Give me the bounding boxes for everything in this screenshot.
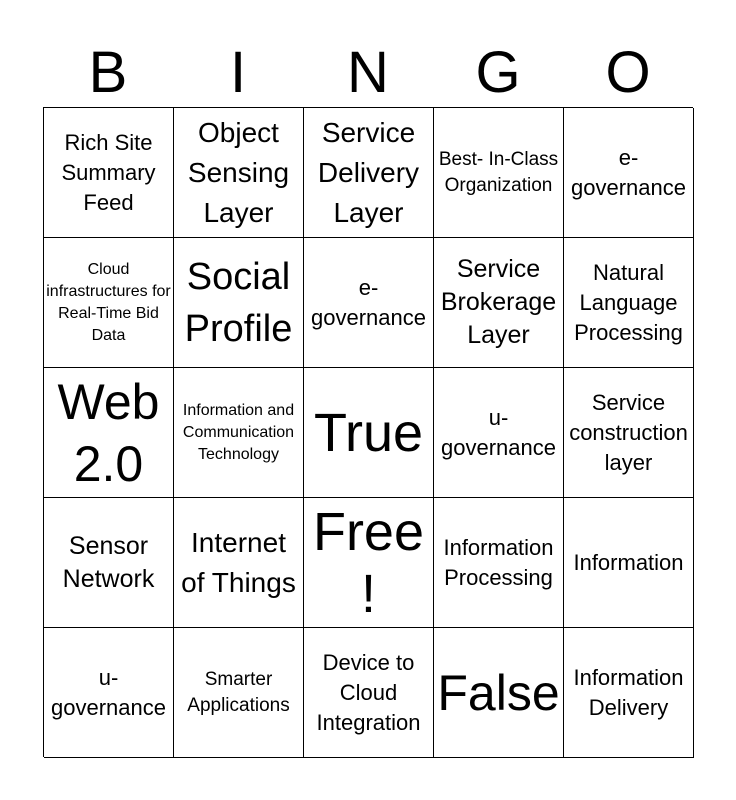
bingo-cell[interactable] [174,628,304,758]
cell-text: Web 2.0 [57,373,160,492]
bingo-cell[interactable] [304,108,434,238]
bingo-cell[interactable] [434,368,564,498]
bingo-cell[interactable] [434,628,564,758]
bingo-cell[interactable] [434,498,564,628]
cell-text: Service Delivery Layer [317,116,420,228]
cell-text: Internet of Things [181,526,296,598]
bingo-cell[interactable] [434,238,564,368]
free-space-text: Free! [312,501,425,624]
bingo-cell[interactable] [44,498,174,628]
bingo-cell[interactable] [44,108,174,238]
header-letter-b: B [88,40,128,105]
bingo-cell[interactable] [564,238,694,368]
bingo-cell[interactable] [44,628,174,758]
bingo-cell[interactable] [564,368,694,498]
header-letter-o: O [605,40,651,105]
bingo-cell[interactable] [304,368,434,498]
header-letter-g: G [475,40,521,105]
bingo-cell[interactable] [44,238,174,368]
cell-text: Smarter Applications [187,668,290,716]
bingo-cell[interactable] [564,498,694,628]
bingo-cell[interactable] [174,238,304,368]
cell-text: Cloud infrastructures for Real-Time Bid Data [46,260,171,344]
cell-text: Service construction layer [569,389,688,475]
bingo-cell[interactable] [564,628,694,758]
cell-text: Object Sensing Layer [187,116,290,228]
cell-text: Natural Language Processing [574,259,683,345]
cell-text: False [437,664,560,721]
cell-text: e-governance [571,144,686,200]
bingo-cell[interactable] [44,368,174,498]
bingo-card-grid [43,107,693,757]
bingo-cell[interactable] [304,238,434,368]
cell-text: True [313,402,424,463]
cell-text: u-governance [51,664,166,720]
cell-text: Information [573,549,684,575]
bingo-cell[interactable] [434,108,564,238]
cell-text: Best- In-Class Organization [438,148,559,196]
cell-text: Social Profile [184,255,293,350]
cell-text: Information Delivery [573,664,684,720]
bingo-cell[interactable] [174,498,304,628]
bingo-cell[interactable] [304,628,434,758]
cell-text: Information Processing [443,534,554,590]
free-space-cell[interactable] [304,498,434,628]
bingo-header [43,38,693,108]
cell-text: Information and Communication Technology [182,401,295,463]
bingo-cell[interactable] [174,108,304,238]
cell-text: Service Brokerage Layer [440,255,557,349]
bingo-cell[interactable] [174,368,304,498]
header-letter-n: N [347,40,389,105]
bingo-cell[interactable] [564,108,694,238]
cell-text: Device to Cloud Integration [316,649,421,735]
cell-text: e-governance [311,274,426,330]
cell-text: Rich Site Summary Feed [61,129,156,215]
header-letter-i: I [229,40,247,105]
cell-text: u-governance [441,404,556,460]
cell-text: Sensor Network [62,531,155,593]
